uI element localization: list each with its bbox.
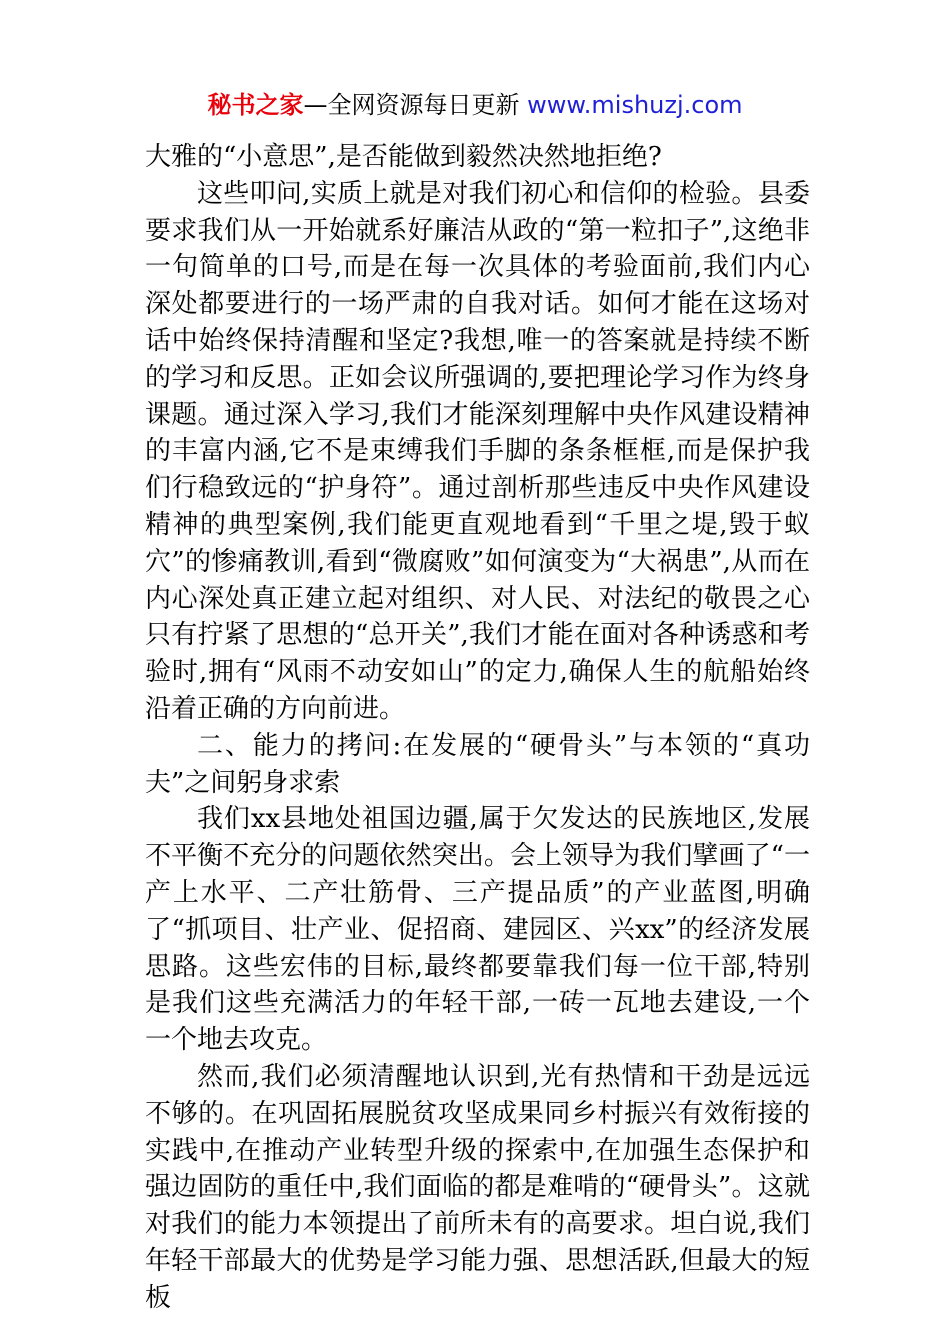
site-header	[0, 90, 950, 120]
site-url-link[interactable]: www.mishuzj.com	[527, 91, 743, 119]
paragraph: 这些叩问,实质上就是对我们初心和信仰的检验。县委要求我们从一开始就系好廉洁从政的“第一粒扣子”,这绝非一句简单的口号,而是在每一次具体的考验面前,我们内心深处都要进行的一场严肃的自我对话。如何才能在这场对话中始终保持清醒和坚定?我想,唯一的答案就是持续不断的学习和反思。正如会议所强调的,要把理论学习作为终身课题。通过深入学习,我们才能深刻理解中央作风建设精神的丰富内涵,它不是束缚我们手脚的条条框框,而是保护我们行稳致远的“护身符”。通过剖析那些违反中央作风建设精神的典型案例,我们能更直观地看到“千里之堤,毁于蚁穴”的惨痛教训,看到“微腐败”如何演变为“大祸患”,从而在内心深处真正建立起对组织、对人民、对法纪的敬畏之心只有拧紧了思想的“总开关”,我们才能在面对各种诱惑和考验时,拥有“风雨不动安如山”的定力,确保人生的航船始终沿着正确的方向前进。	[145, 178, 810, 724]
paragraph: 然而,我们必须清醒地认识到,光有热情和干劲是远远不够的。在巩固拓展脱贫攻坚成果同乡村振兴有效衔接的实践中,在推动产业转型升级的探索中,在加强生态保护和强边固防的重任中,我们面临的都是难啃的“硬骨头”。这就对我们的能力本领提出了前所未有的高要求。坦白说,我们年轻干部最大的优势是学习能力强、思想活跃,但最大的短板	[145, 1061, 810, 1313]
brand-name: 秘书之家	[207, 91, 304, 119]
paragraph: 我们xx县地处祖国边疆,属于欠发达的民族地区,发展不平衡不充分的问题依然突出。会上领导为我们擘画了“一产上水平、二产壮筋骨、三产提品质”的产业蓝图,明确了“抓项目、壮产业、促招商、建园区、兴xx”的经济发展思路。这些宏伟的目标,最终都要靠我们每一位干部,特别是我们这些充满活力的年轻干部,一砖一瓦地去建设,一个一个地去攻克。	[145, 804, 810, 1056]
section-heading: 二、能力的拷问:在发展的“硬骨头”与本领的“真功夫”之间躬身求索	[145, 730, 810, 798]
paragraph-continuation: 大雅的“小意思”,是否能做到毅然决然地拒绝?	[145, 142, 662, 172]
header-tagline: —全网资源每日更新	[303, 91, 520, 119]
document-body	[145, 139, 810, 1317]
